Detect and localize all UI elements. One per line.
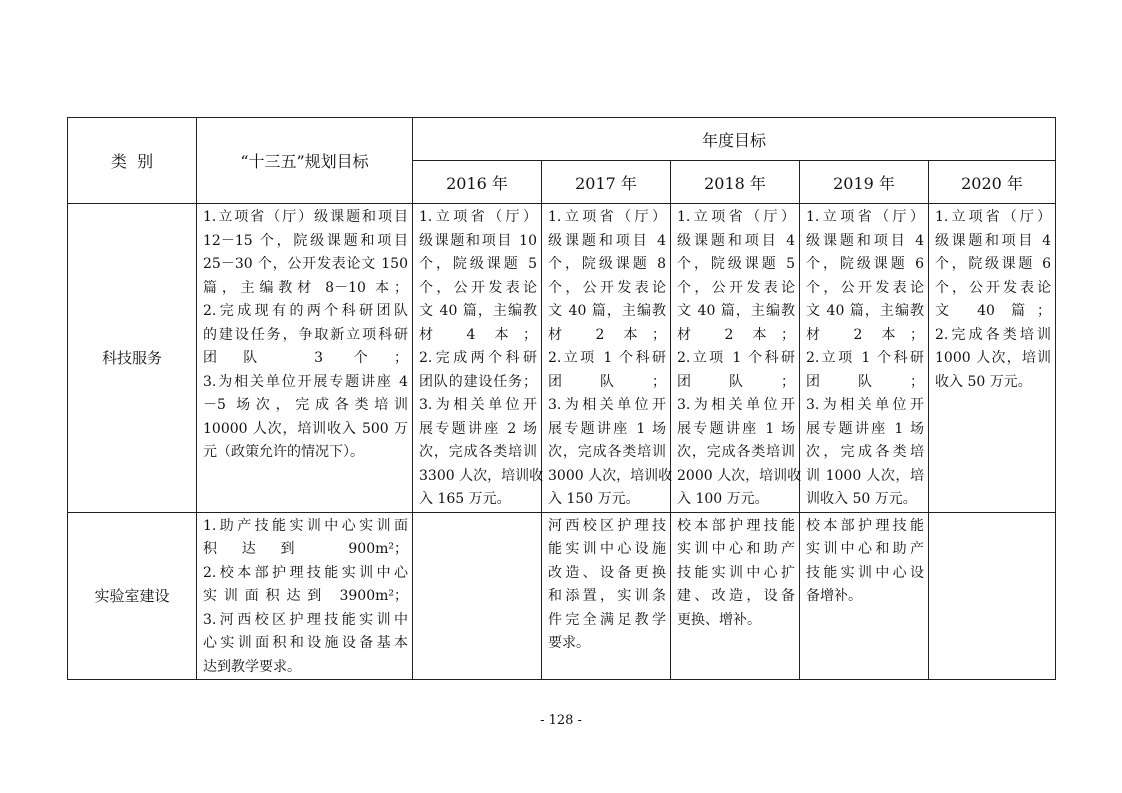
text-line: 积达到 900m²；	[203, 541, 408, 557]
text-line: 个，公开发表论	[935, 279, 1052, 296]
text-line: 3.为相关单位开	[548, 397, 666, 413]
text-line: 个，公开发表论	[419, 279, 537, 296]
header-year: 2019 年	[800, 161, 929, 204]
text-line: 件完全满足教学	[548, 611, 666, 628]
text-line: 3.为相关单位开	[677, 397, 795, 413]
text-line: 材 2 本；	[677, 326, 795, 343]
row-category: 科技服务	[68, 204, 197, 513]
year-cell	[671, 512, 800, 680]
text-line: 次，完成各类培训	[419, 444, 537, 460]
header-year: 2016 年	[413, 161, 542, 204]
header-year: 2020 年	[929, 161, 1056, 204]
text-line: 个，公开发表论	[548, 279, 666, 296]
text-line: 团队的建设任务；	[419, 373, 537, 390]
text-line: 个，院级课题 5	[677, 256, 795, 272]
text-line: 心实训面积和设施设备基本	[203, 635, 408, 651]
year-cell	[671, 204, 800, 513]
text-line: 文 40 篇，主编教	[677, 303, 795, 319]
text-line: 1.立项省（厅）	[419, 209, 537, 225]
text-line: 1.立项省（厅）	[935, 209, 1052, 225]
text-line: 次，完成各类培	[806, 444, 924, 460]
text-line: 级课题和项目 4	[806, 232, 924, 249]
year-cell	[929, 512, 1056, 680]
year-cell	[800, 204, 929, 513]
text-line: 个，公开发表论	[806, 279, 924, 296]
text-line: 3.河西校区护理技能实训中	[203, 611, 408, 628]
header-annual-goal: 年度目标	[413, 118, 1056, 161]
text-line: 材 2 本；	[806, 326, 924, 343]
text-line: 1.立项省（厅）级课题和项目	[203, 209, 408, 225]
text-line: 的建设任务，争取新立项科研	[203, 326, 408, 343]
text-line: 收入 50 万元。	[935, 373, 1032, 390]
text-line: 团队 3 个；	[203, 350, 408, 366]
text-line: 文 40 篇，主编教	[806, 303, 924, 319]
text-line: 个，院级课题 5	[419, 256, 537, 272]
text-line: 材 4 本；	[419, 326, 537, 343]
text-line: 建、改造，设备	[677, 588, 795, 604]
text-line: 1.助产技能实训中心实训面	[203, 517, 408, 534]
text-line: 级课题和项目 10	[419, 232, 537, 249]
plan-cell	[197, 512, 413, 680]
page-number: - 128 -	[540, 713, 582, 728]
text-line: 2.立项 1 个科研	[677, 350, 795, 366]
text-line: 技能实训中心扩	[677, 564, 795, 581]
text-line: 和添置，实训条	[548, 588, 666, 604]
text-line: 12－15 个，院级课题和项目	[203, 232, 408, 249]
table-row	[68, 512, 1056, 680]
text-line: 3.为相关单位开	[419, 397, 537, 413]
text-line: 文 40 篇；	[935, 303, 1052, 319]
text-line: 实训中心和助产	[806, 541, 924, 557]
text-line: －5 场次，完成各类培训	[203, 397, 408, 413]
text-line: 文 40 篇，主编教	[419, 303, 537, 319]
text-line: 元（政策允许的情况下）。	[203, 444, 364, 460]
text-line: 篇，主编教材 8－10 本；	[203, 279, 408, 296]
year-cell	[413, 512, 542, 680]
header-year: 2018 年	[671, 161, 800, 204]
year-cell	[542, 204, 671, 513]
header-plan-goal: “十三五”规划目标	[197, 118, 413, 204]
year-cell	[413, 204, 542, 513]
text-line: 2.完成各类培训	[935, 326, 1052, 343]
text-line: 1.立项省（厅）	[548, 209, 666, 225]
text-line: 团队；	[806, 373, 924, 390]
text-line: 备增补。	[806, 588, 862, 604]
text-line: 达到教学要求。	[203, 658, 301, 675]
text-line: 团队；	[677, 373, 795, 390]
text-line: 个，院级课题 6	[806, 256, 924, 272]
text-line: 更换、增补。	[677, 611, 761, 628]
text-line: 能实训中心设施	[548, 541, 666, 557]
text-line: 1.立项省（厅）	[806, 209, 924, 225]
text-line: 展专题讲座 1 场	[548, 420, 666, 437]
text-line: 个，院级课题 6	[935, 256, 1052, 272]
year-cell	[800, 512, 929, 680]
table-row	[68, 204, 1056, 513]
header-year: 2017 年	[542, 161, 671, 204]
text-line: 训 1000 人次，培	[806, 467, 924, 484]
header-category: 类 别	[68, 118, 197, 204]
text-line: 1000 人次，培训	[935, 350, 1052, 366]
text-line: 10000 人次，培训收入 500 万	[203, 420, 408, 437]
text-line: 技能实训中心设	[806, 564, 924, 581]
text-line: 级课题和项目 4	[548, 232, 666, 249]
year-cell	[542, 512, 671, 680]
text-line: 次，完成各类培训	[548, 444, 666, 460]
text-line: 2.校本部护理技能实训中心	[203, 564, 408, 581]
text-line: 级课题和项目 4	[677, 232, 795, 249]
header-row-1	[68, 118, 1056, 161]
text-line: 2.完成两个科研	[419, 350, 537, 366]
text-line: 2000 人次，培训收	[677, 467, 802, 484]
text-line: 个，院级课题 8	[548, 256, 666, 272]
text-line: 入 100 万元。	[677, 491, 769, 507]
text-line: 2.完成现有的两个科研团队	[203, 303, 408, 319]
year-cell	[929, 204, 1056, 513]
text-line: 2.立项 1 个科研	[548, 350, 666, 366]
text-line: 展专题讲座 1 场	[677, 420, 795, 437]
text-line: 文 40 篇，主编教	[548, 303, 666, 319]
plan-table	[67, 117, 1056, 680]
text-line: 展专题讲座 2 场	[419, 420, 537, 437]
text-line: 2.立项 1 个科研	[806, 350, 924, 366]
text-line: 河西校区护理技	[548, 517, 666, 534]
text-line: 个，公开发表论	[677, 279, 795, 296]
text-line: 级课题和项目 4	[935, 232, 1052, 249]
plan-cell	[197, 204, 413, 513]
text-line: 实训面积达到 3900m²；	[203, 588, 408, 604]
text-line: 3.为相关单位开展专题讲座 4	[203, 373, 408, 390]
row-category: 实验室建设	[68, 512, 197, 680]
text-line: 训收入 50 万元。	[806, 491, 917, 507]
text-line: 入 165 万元。	[419, 491, 511, 507]
text-line: 团队；	[548, 373, 666, 390]
text-line: 3.为相关单位开	[806, 397, 924, 413]
text-line: 次，完成各类培训	[677, 444, 795, 460]
text-line: 3000 人次，培训收	[548, 467, 673, 484]
text-line: 校本部护理技能	[677, 517, 795, 534]
text-line: 要求。	[548, 635, 590, 651]
text-line: 材 2 本；	[548, 326, 666, 343]
text-line: 改造、设备更换	[548, 564, 666, 581]
text-line: 25－30 个，公开发表论文 150	[203, 256, 408, 272]
text-line: 3300 人次，培训收	[419, 467, 544, 484]
text-line: 1.立项省（厅）	[677, 209, 795, 225]
text-line: 展专题讲座 1 场	[806, 420, 924, 437]
text-line: 入 150 万元。	[548, 491, 640, 507]
text-line: 实训中心和助产	[677, 541, 795, 557]
text-line: 校本部护理技能	[806, 517, 924, 534]
